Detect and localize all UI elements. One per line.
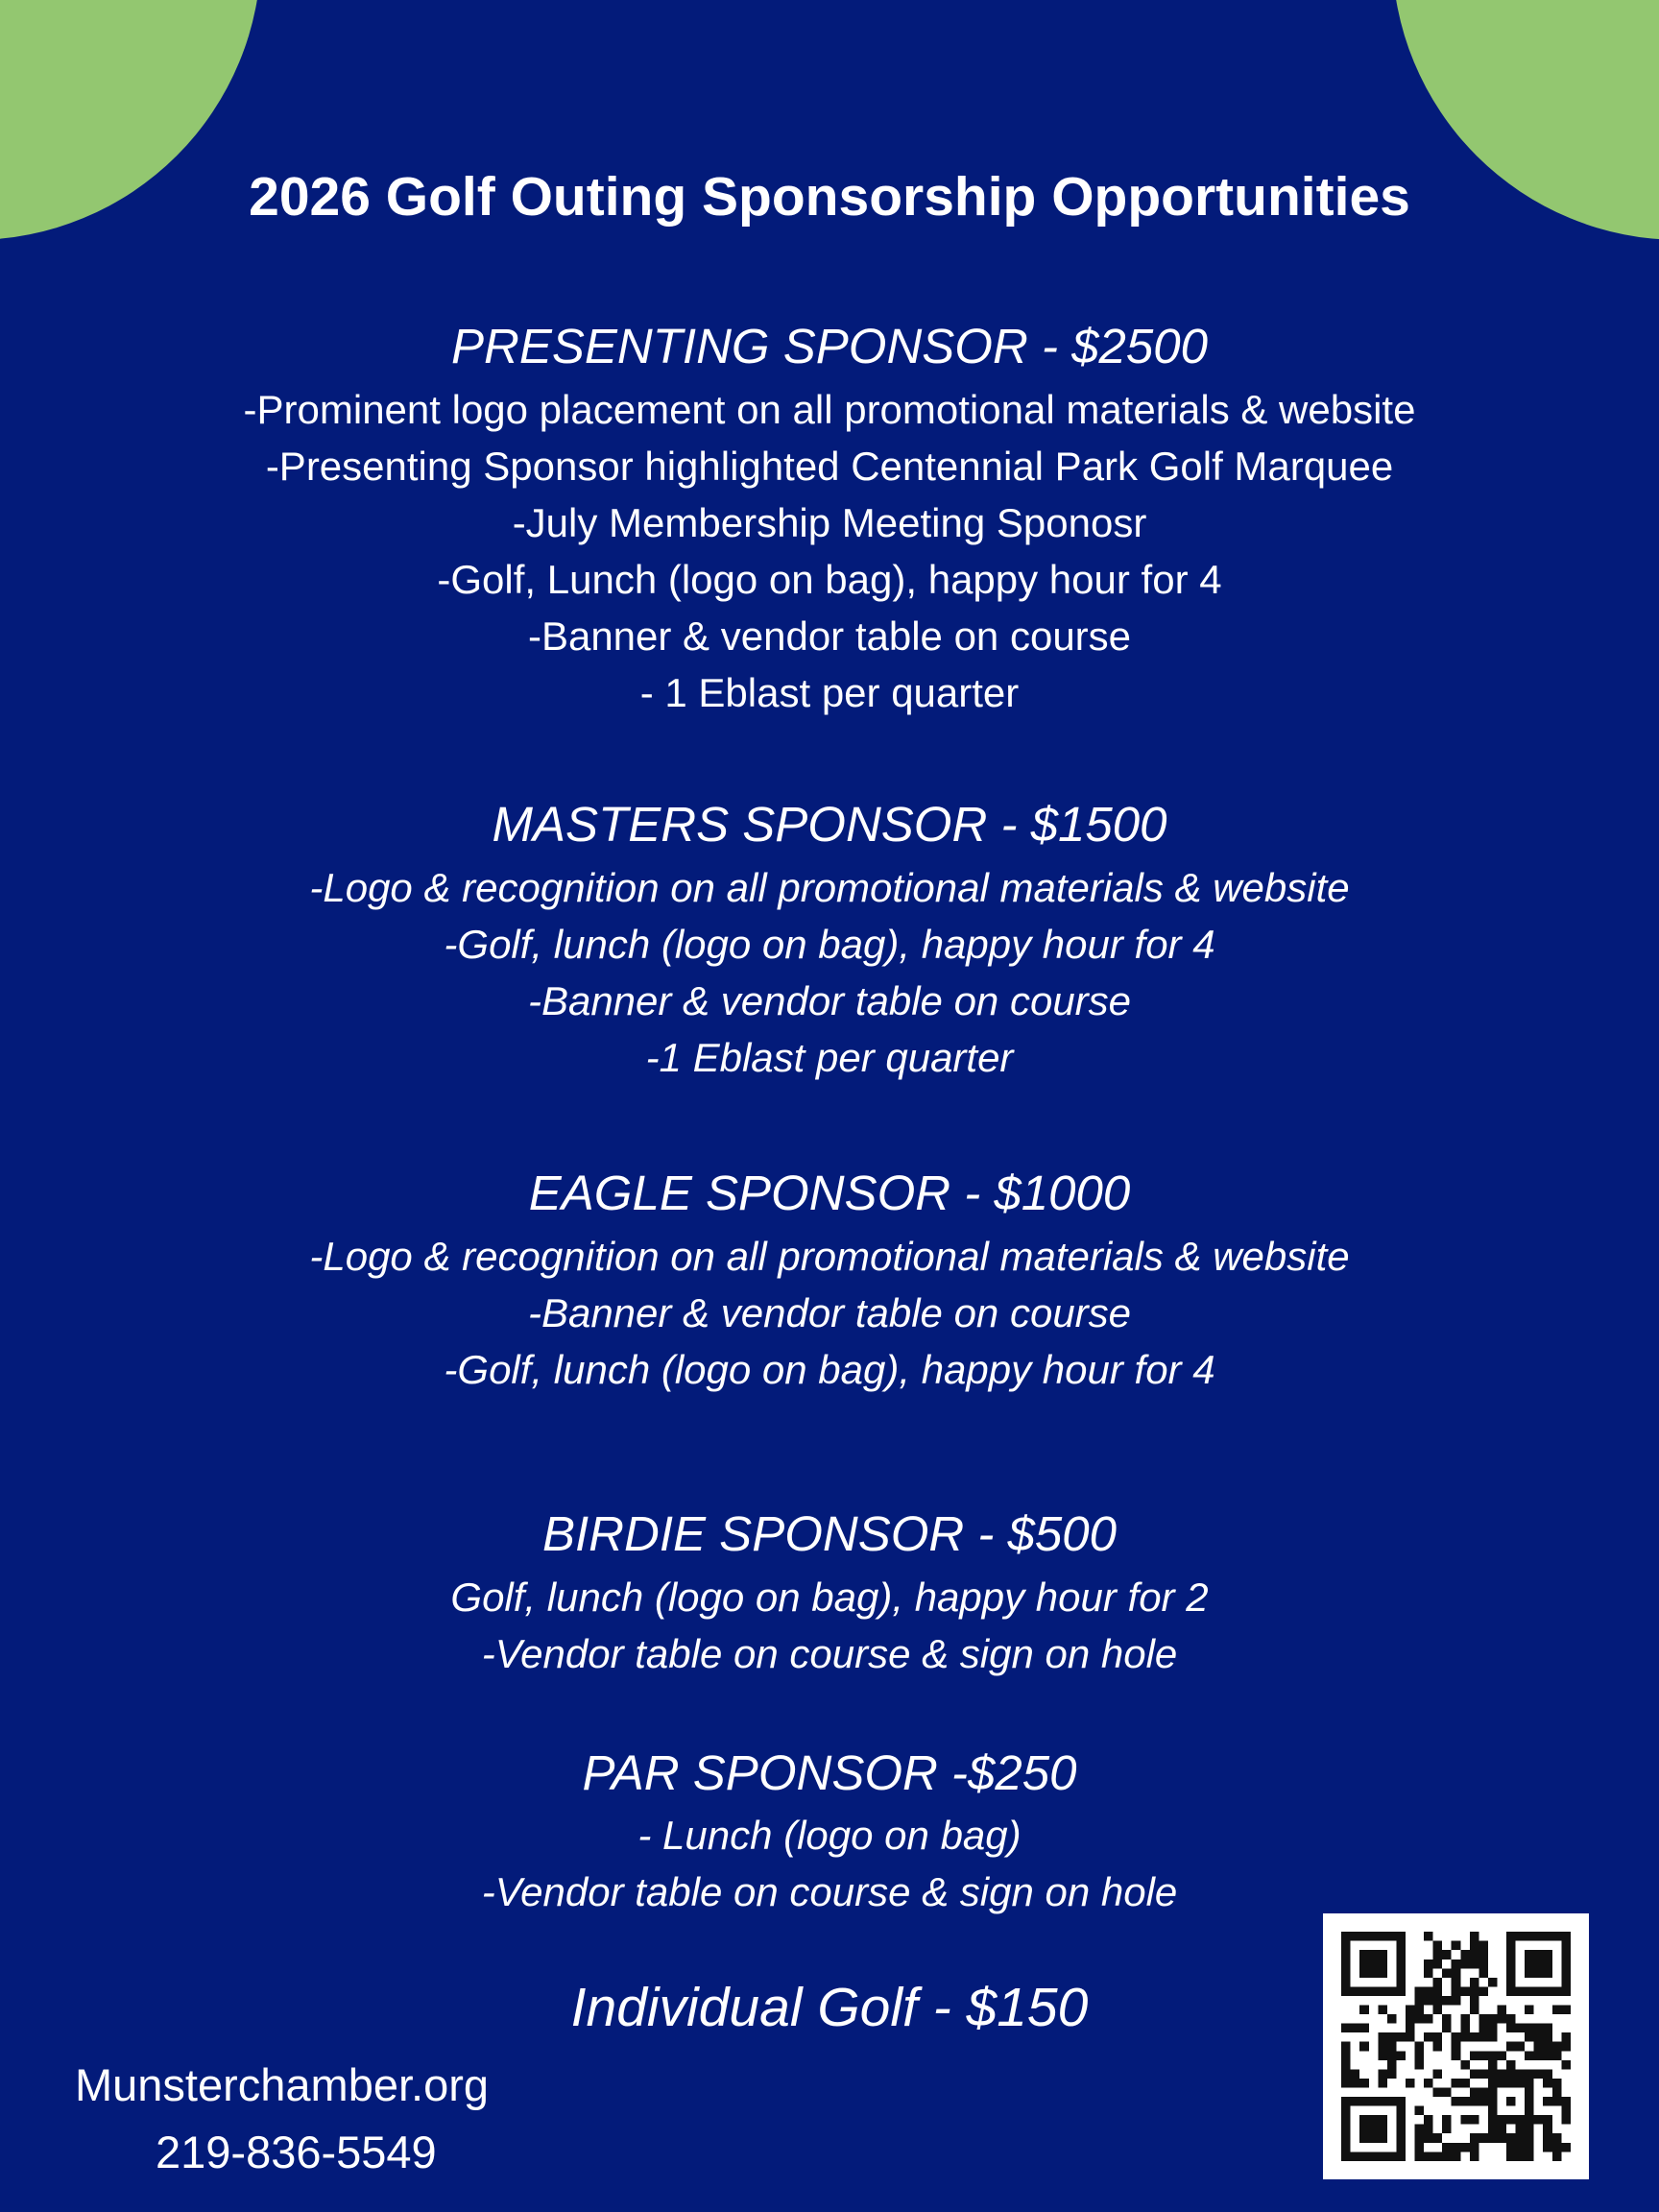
list-item: -Vendor table on course & sign on hole xyxy=(481,1869,1178,1914)
list-item: -Logo & recognition on all promotional materials & website xyxy=(309,865,1350,910)
list-item: - 1 Eblast per quarter xyxy=(639,670,1020,715)
birdie-sponsor-heading: BIRDIE SPONSOR - $500 xyxy=(541,1506,1118,1561)
list-item: - Lunch (logo on bag) xyxy=(637,1813,1022,1858)
page-title: 2026 Golf Outing Sponsorship Opportunities xyxy=(249,166,1410,228)
individual-golf-price: Individual Golf - $150 xyxy=(570,1977,1089,2038)
masters-sponsor-heading: MASTERS SPONSOR - $1500 xyxy=(492,797,1167,852)
qr-code[interactable] xyxy=(1323,1913,1589,2179)
list-item: -Vendor table on course & sign on hole xyxy=(481,1631,1178,1676)
list-item: -Banner & vendor table on course xyxy=(527,1290,1132,1335)
list-item: -1 Eblast per quarter xyxy=(645,1035,1014,1080)
qr-code-icon xyxy=(1323,1913,1589,2179)
list-item: -Golf, lunch (logo on bag), happy hour for 4 xyxy=(444,922,1215,967)
list-item: -Golf, Lunch (logo on bag), happy hour for 4 xyxy=(437,557,1222,602)
list-item: -Logo & recognition on all promotional materials & website xyxy=(309,1234,1350,1279)
list-item: -Presenting Sponsor highlighted Centennial Park Golf Marquee xyxy=(265,444,1394,489)
list-item: -Golf, lunch (logo on bag), happy hour for 4 xyxy=(444,1347,1215,1392)
list-item: Golf, lunch (logo on bag), happy hour for 2 xyxy=(450,1575,1209,1620)
par-sponsor-heading: PAR SPONSOR -$250 xyxy=(582,1745,1077,1800)
website-link[interactable]: Munsterchamber.org xyxy=(75,2059,490,2110)
list-item: -Banner & vendor table on course xyxy=(527,613,1132,659)
list-item: -July Membership Meeting Sponosr xyxy=(512,500,1147,545)
list-item: -Banner & vendor table on course xyxy=(527,978,1132,1023)
presenting-sponsor-heading: PRESENTING SPONSOR - $2500 xyxy=(451,319,1208,373)
phone-number[interactable]: 219-836-5549 xyxy=(156,2127,437,2177)
list-item: -Prominent logo placement on all promotional materials & website xyxy=(243,387,1416,432)
eagle-sponsor-heading: EAGLE SPONSOR - $1000 xyxy=(528,1166,1131,1220)
